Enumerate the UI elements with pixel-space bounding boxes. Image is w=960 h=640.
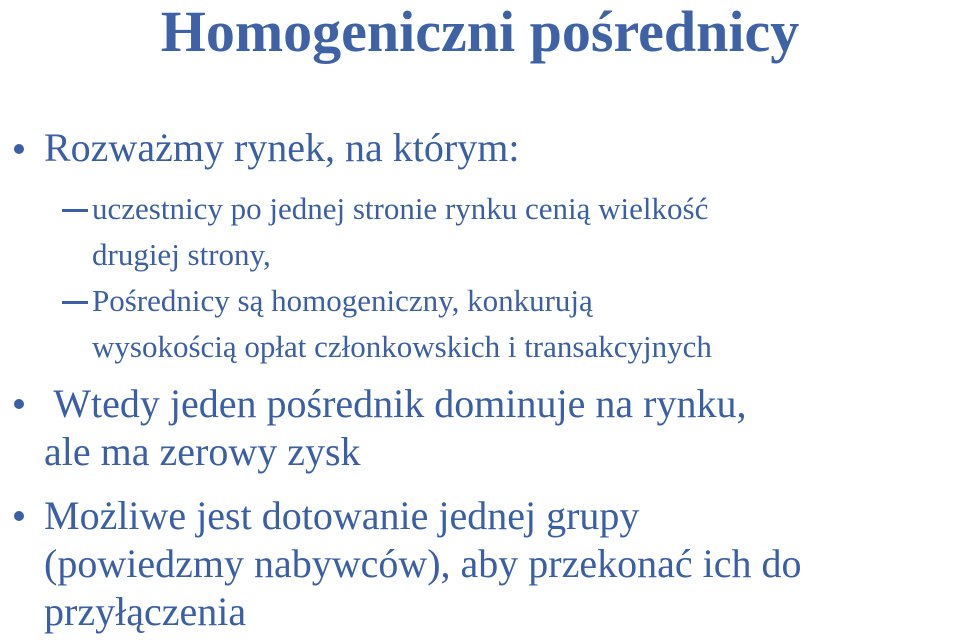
bullet-item-2 xyxy=(14,380,954,476)
sub-item-line-2: drugiej strony, xyxy=(92,237,271,272)
bullet-dot-icon xyxy=(14,144,24,154)
bullet-line-1: Wtedy jeden pośrednik dominuje na rynku, xyxy=(44,381,747,426)
sub-item-line-1: uczestnicy po jednej stronie rynku cenią wielkość xyxy=(92,191,709,226)
bullet-item-1 xyxy=(14,124,954,172)
dash-icon xyxy=(62,301,88,304)
bullet-item-3 xyxy=(14,492,960,636)
bullet-line-2: ale ma zerowy zysk xyxy=(44,429,361,474)
sub-item-line-2: wysokością opłat członkowskich i transakcyjnych xyxy=(92,329,712,364)
bullet-dot-icon xyxy=(14,399,24,409)
bullet-dot-icon xyxy=(14,511,24,521)
sub-item-1 xyxy=(62,187,952,277)
bullet-line-1: Możliwe jest dotowanie jednej grupy xyxy=(44,493,640,538)
bullet-line-2: (powiedzmy nabywców), aby przekonać ich do xyxy=(44,541,802,586)
sub-item-line-1: Pośrednicy są homogeniczny, konkurują xyxy=(92,283,593,318)
bullet-line-3: przyłączenia xyxy=(44,589,247,634)
sub-item-2 xyxy=(62,279,952,369)
slide-title: Homogeniczni pośrednicy xyxy=(160,0,800,64)
bullet-text: Rozważmy rynek, na którym: xyxy=(44,125,520,170)
dash-icon xyxy=(62,209,88,212)
